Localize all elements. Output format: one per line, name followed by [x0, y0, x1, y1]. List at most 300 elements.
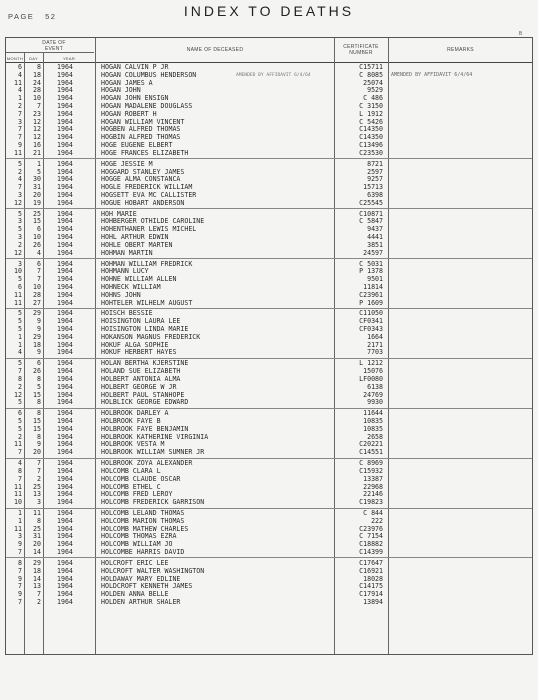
month-cell: 7 [18, 125, 22, 134]
day-cell: 4 [37, 248, 41, 257]
name-cell: HOHMAN MARTIN [101, 249, 153, 257]
day-cell: 9 [37, 317, 41, 326]
certificate-cell: 7703 [367, 348, 383, 357]
month-cell: 8 [18, 558, 22, 567]
year-cell: 1964 [57, 94, 73, 103]
name-cell: HOLCOMB FRED LEROY [101, 491, 173, 499]
death-record-row [6, 87, 532, 95]
year-cell: 1964 [57, 282, 73, 291]
year-cell: 1964 [57, 217, 73, 226]
certificate-cell: C 844 [363, 509, 383, 517]
name-cell: HOHL ARTHUR EDWIN [101, 234, 169, 241]
day-cell: 31 [33, 183, 41, 192]
death-record-row [6, 176, 532, 184]
day-cell: 6 [37, 225, 41, 234]
name-cell: HOLCOMB LELAND THOMAS [101, 510, 185, 517]
year-cell: 1964 [57, 382, 73, 391]
month-cell: 7 [18, 474, 22, 483]
day-cell: 12 [33, 125, 41, 134]
name-cell: HOLBROOK FAYE B [101, 418, 161, 425]
day-cell: 15 [33, 217, 41, 226]
month-cell: 7 [18, 566, 22, 575]
name-cell: HOLCOMB MARION THOMAS [101, 517, 185, 525]
certificate-cell: C20221 [359, 440, 383, 449]
group-divider [6, 158, 532, 159]
certificate-cell: 9529 [367, 86, 383, 95]
day-cell: 11 [33, 509, 41, 517]
month-cell: 7 [18, 548, 22, 556]
day-cell: 28 [33, 86, 41, 95]
certificate-cell: C 5031 [359, 259, 383, 268]
month-cell: 1 [18, 340, 22, 349]
year-cell: 1964 [57, 474, 73, 483]
month-cell: 2 [18, 240, 22, 249]
day-cell: 1 [37, 159, 41, 168]
month-cell: 1 [18, 516, 22, 525]
death-record-row [6, 484, 532, 492]
name-cell: HOLCROFT ERIC LEE [101, 559, 169, 567]
certificate-cell: 13894 [363, 597, 383, 606]
name-column-header: NAME OF DECEASED [186, 47, 244, 53]
certificate-cell: 15713 [363, 183, 383, 192]
death-record-row [6, 234, 532, 242]
year-cell: 1964 [57, 209, 73, 218]
certificate-cell: L 1912 [359, 109, 383, 118]
certificate-cell: LF0080 [359, 374, 383, 383]
year-column-header: YEAR [62, 56, 76, 61]
year-cell: 1964 [57, 374, 73, 383]
year-cell: 1964 [57, 440, 73, 449]
name-cell: HOHMAN WILLIAM FREDRICK [101, 260, 193, 268]
month-cell: 8 [18, 374, 22, 383]
year-cell: 1964 [57, 582, 73, 591]
name-cell: HOKUF ALGA SOPHIE [101, 341, 169, 349]
name-cell: HOLCOMB WILLIAM JO [101, 541, 173, 549]
certificate-cell: C10871 [359, 209, 383, 218]
name-cell: HOLAND SUE ELIZABETH [101, 368, 181, 376]
certificate-cell: 9437 [367, 225, 383, 234]
day-cell: 25 [33, 482, 41, 491]
month-cell: 5 [18, 424, 22, 433]
year-cell: 1964 [57, 424, 73, 433]
death-record-row [6, 418, 532, 426]
year-cell: 1964 [57, 190, 73, 199]
year-cell: 1964 [57, 290, 73, 299]
certificate-cell: 9930 [367, 398, 383, 407]
year-cell: 1964 [57, 175, 73, 184]
day-cell: 20 [33, 190, 41, 199]
certificate-cell: C14551 [359, 448, 383, 457]
certificate-cell: C14350 [359, 125, 383, 134]
year-cell: 1964 [57, 359, 73, 368]
month-column-header: MONTH [6, 56, 24, 61]
month-cell: 10 [14, 498, 22, 507]
certificate-cell: P 1609 [359, 298, 383, 307]
day-cell: 12 [33, 133, 41, 142]
certificate-cell: C 5426 [359, 117, 383, 126]
certificate-cell: C23976 [359, 524, 383, 533]
day-cell: 8 [37, 432, 41, 441]
month-cell: 11 [14, 78, 22, 87]
month-cell: 3 [18, 190, 22, 199]
month-cell: 11 [14, 298, 22, 307]
name-cell: HOGAN CALVIN P JR [101, 64, 169, 71]
certificate-cell: C11050 [359, 309, 383, 318]
certificate-cell: 24769 [363, 390, 383, 399]
name-cell: HOLDAWAY MARY EDLINE [101, 575, 181, 583]
index-ledger-table [5, 37, 533, 655]
day-cell: 8 [37, 63, 41, 71]
year-cell: 1964 [57, 183, 73, 192]
day-cell: 7 [37, 590, 41, 599]
name-cell: HOKANSON MAGNUS FREDERICK [101, 333, 201, 341]
death-record-row [6, 376, 532, 384]
name-cell: HOLBROOK VESTA M [101, 441, 165, 449]
death-record-row [6, 591, 532, 599]
certificate-cell: C15932 [359, 466, 383, 475]
name-cell: HOGE EUGENE ELBERT [101, 142, 173, 149]
year-cell: 1964 [57, 548, 73, 556]
group-divider [6, 458, 532, 459]
certificate-cell: 3851 [367, 240, 383, 249]
death-record-row [6, 392, 532, 400]
day-cell: 23 [33, 109, 41, 118]
name-cell: HOGGARD STANLEY JAMES [101, 168, 185, 176]
year-cell: 1964 [57, 259, 73, 268]
name-cell: HOLCOMB MATHEW CHARLES [101, 525, 189, 533]
day-cell: 9 [37, 348, 41, 357]
day-cell: 30 [33, 175, 41, 184]
name-cell: HOGAN COLUMBUS HENDERSON [101, 71, 197, 79]
month-cell: 4 [18, 175, 22, 184]
day-cell: 14 [33, 548, 41, 556]
group-divider [6, 358, 532, 359]
certificate-cell: 11644 [363, 409, 383, 418]
certificate-cell: C25545 [359, 198, 383, 207]
death-record-row [6, 103, 532, 111]
day-cell: 9 [37, 440, 41, 449]
day-cell: 2 [37, 597, 41, 606]
day-cell: 12 [33, 117, 41, 126]
day-cell: 5 [37, 382, 41, 391]
certificate-cell: 13387 [363, 474, 383, 483]
certificate-cell: C16921 [359, 566, 383, 575]
day-cell: 25 [33, 524, 41, 533]
certificate-cell: CF0343 [359, 325, 383, 333]
death-record-row [6, 384, 532, 392]
certificate-cell: 9257 [367, 175, 383, 184]
name-cell: HOHTELER WILHELM AUGUST [101, 299, 193, 307]
name-cell: HOGAN WILLIAM VINCENT [101, 118, 185, 126]
day-cell: 8 [37, 398, 41, 407]
year-cell: 1964 [57, 590, 73, 599]
group-divider [6, 508, 532, 509]
death-record-row [6, 410, 532, 418]
day-cell: 16 [33, 141, 41, 149]
certificate-cell: C14399 [359, 548, 383, 556]
certificate-cell: C 7154 [359, 532, 383, 541]
name-cell: HOLBROOK FAYE BENJAMIN [101, 425, 189, 433]
day-cell: 27 [33, 298, 41, 307]
certificate-cell: C14350 [359, 133, 383, 142]
month-cell: 5 [18, 209, 22, 218]
name-cell: HOLBROOK DARLEY A [101, 410, 169, 418]
month-cell: 9 [18, 141, 22, 149]
day-cell: 29 [33, 332, 41, 341]
month-cell: 4 [18, 86, 22, 95]
death-record-row [6, 276, 532, 284]
name-cell: HOHNS JOHN [101, 291, 141, 299]
month-cell: 5 [18, 417, 22, 425]
death-record-row [6, 460, 532, 468]
day-cell: 15 [33, 417, 41, 425]
certificate-cell: 22146 [363, 490, 383, 499]
name-cell: HOLCOMBE HARRIS DAVID [101, 549, 185, 556]
year-cell: 1964 [57, 233, 73, 241]
death-record-row [6, 95, 532, 103]
month-cell: 2 [18, 167, 22, 176]
name-cell: HOGBIN ALFRED THOMAS [101, 134, 181, 142]
certificate-cell: 2171 [367, 340, 383, 349]
name-cell: HOHNE WILLIAM ALLEN [101, 276, 177, 284]
year-cell: 1964 [57, 409, 73, 418]
year-cell: 1964 [57, 267, 73, 276]
month-cell: 7 [18, 183, 22, 192]
remarks-cell: AMENDED BY AFFIDAVIT 6/4/64 [391, 71, 473, 78]
death-record-row [6, 250, 532, 258]
amendment-overprint: AMENDED BY AFFIDAVIT 6/4/64 [236, 72, 311, 78]
certificate-cell: 18028 [363, 574, 383, 583]
group-divider [6, 208, 532, 209]
year-cell: 1964 [57, 298, 73, 307]
name-cell: HOHENTHANER LEWIS MICHEL [101, 226, 197, 234]
year-cell: 1964 [57, 109, 73, 118]
death-record-row [6, 426, 532, 434]
death-record-row [6, 599, 532, 607]
death-record-row [6, 226, 532, 234]
certificate-cell: 6138 [367, 382, 383, 391]
name-cell: HOGSETT EVA MC CALLISTER [101, 191, 197, 199]
certificate-cell: 6398 [367, 190, 383, 199]
name-cell: HOGE FRANCES ELIZABETH [101, 149, 189, 157]
day-cell: 24 [33, 78, 41, 87]
name-cell: HOGAN ROBERT H [101, 110, 157, 118]
year-cell: 1964 [57, 63, 73, 71]
death-record-row [6, 449, 532, 457]
name-cell: HOGUE HOBART ANDERSON [101, 199, 185, 207]
month-cell: 1 [18, 509, 22, 517]
month-cell: 5 [18, 359, 22, 368]
death-record-row [6, 192, 532, 200]
certificate-cell: C14175 [359, 582, 383, 591]
name-cell: HOLCOMB THOMAS EZRA [101, 533, 177, 541]
day-cell: 7 [37, 267, 41, 276]
year-cell: 1964 [57, 275, 73, 284]
year-cell: 1964 [57, 70, 73, 79]
death-record-row [6, 526, 532, 534]
day-cell: 7 [37, 466, 41, 475]
name-cell: HOISINGTON LINDA MARIE [101, 326, 189, 333]
death-record-row [6, 434, 532, 442]
certificate-cell: 1664 [367, 332, 383, 341]
death-record-row [6, 518, 532, 526]
month-cell: 6 [18, 282, 22, 291]
day-cell: 13 [33, 490, 41, 499]
year-cell: 1964 [57, 540, 73, 549]
year-cell: 1964 [57, 490, 73, 499]
name-cell: HOISINGTON LAURA LEE [101, 318, 181, 326]
day-cell: 13 [33, 582, 41, 591]
month-cell: 2 [18, 432, 22, 441]
day-cell: 15 [33, 390, 41, 399]
day-cell: 18 [33, 70, 41, 79]
name-cell: HOHBERGER OTHILDE CAROLINE [101, 218, 205, 226]
month-cell: 7 [18, 133, 22, 142]
death-record-row [6, 491, 532, 499]
year-cell: 1964 [57, 367, 73, 376]
death-record-row [6, 300, 532, 308]
year-cell: 1964 [57, 532, 73, 541]
day-cell: 14 [33, 574, 41, 583]
month-cell: 5 [18, 325, 22, 333]
month-cell: 7 [18, 367, 22, 376]
month-cell: 7 [18, 109, 22, 118]
month-cell: 4 [18, 348, 22, 357]
day-cell: 28 [33, 290, 41, 299]
month-cell: 9 [18, 574, 22, 583]
day-cell: 18 [33, 566, 41, 575]
year-cell: 1964 [57, 325, 73, 333]
month-cell: 1 [18, 332, 22, 341]
month-cell: 6 [18, 409, 22, 418]
death-record-row [6, 360, 532, 368]
day-cell: 8 [37, 516, 41, 525]
month-cell: 11 [14, 440, 22, 449]
name-cell: HOH MARIE [101, 210, 137, 218]
death-record-row [6, 161, 532, 169]
death-record-row [6, 142, 532, 150]
year-cell: 1964 [57, 516, 73, 525]
month-cell: 5 [18, 317, 22, 326]
name-cell: HOKUF HERBERT HAYES [101, 349, 177, 357]
month-cell: 2 [18, 102, 22, 110]
day-cell: 19 [33, 198, 41, 207]
death-record-row [6, 184, 532, 192]
name-cell: HOGGE ALMA CONSTANCA [101, 176, 181, 184]
day-cell: 7 [37, 459, 41, 468]
page-number: 52 [45, 12, 57, 21]
month-cell: 12 [14, 198, 22, 207]
certificate-cell: C18882 [359, 540, 383, 549]
month-cell: 6 [18, 63, 22, 71]
month-cell: 9 [18, 590, 22, 599]
certificate-cell: C 8085 [359, 70, 383, 79]
month-cell: 11 [14, 148, 22, 157]
death-record-row [6, 284, 532, 292]
month-cell: 5 [18, 398, 22, 407]
name-cell: HOLCOMB FREDERICK GARRISON [101, 499, 205, 507]
year-cell: 1964 [57, 148, 73, 157]
certificate-cell: 8721 [367, 159, 383, 168]
entry-rows [6, 63, 532, 653]
name-cell: HOISCH BESSIE [101, 310, 153, 318]
death-record-row [6, 318, 532, 326]
page-label-text: PAGE [8, 12, 35, 21]
certificate-cell: C 486 [363, 94, 383, 103]
certificate-cell: 2658 [367, 432, 383, 441]
death-record-row [6, 368, 532, 376]
certificate-cell: CF0341 [359, 317, 383, 326]
month-cell: 12 [14, 248, 22, 257]
death-record-row [6, 119, 532, 127]
name-cell: HOLDEN ANNA BELLE [101, 591, 169, 599]
year-cell: 1964 [57, 524, 73, 533]
year-cell: 1964 [57, 432, 73, 441]
death-record-row [6, 476, 532, 484]
day-cell: 6 [37, 259, 41, 268]
day-cell: 6 [37, 359, 41, 368]
certificate-cell: C17914 [359, 590, 383, 599]
death-record-row [6, 261, 532, 269]
day-cell: 25 [33, 209, 41, 218]
death-record-row [6, 342, 532, 350]
name-cell: HOLDEN ARTHUR SHALER [101, 598, 181, 606]
death-record-row [6, 310, 532, 318]
death-record-row [6, 560, 532, 568]
year-cell: 1964 [57, 398, 73, 407]
death-record-row [6, 292, 532, 300]
year-cell: 1964 [57, 78, 73, 87]
year-cell: 1964 [57, 248, 73, 257]
death-record-row [6, 64, 532, 72]
death-record-row [6, 72, 532, 80]
day-cell: 29 [33, 309, 41, 318]
certificate-cell: C15711 [359, 63, 383, 71]
day-cell: 10 [33, 94, 41, 103]
year-cell: 1964 [57, 332, 73, 341]
month-cell: 4 [18, 70, 22, 79]
month-cell: 5 [18, 275, 22, 284]
month-cell: 7 [18, 597, 22, 606]
certificate-cell: 25074 [363, 78, 383, 87]
name-cell: HOLBERT GEORGE W JR [101, 383, 177, 391]
name-cell: HOLBROOK ZOYA ALEXANDER [101, 460, 193, 468]
day-cell: 15 [33, 424, 41, 433]
year-cell: 1964 [57, 167, 73, 176]
year-cell: 1964 [57, 574, 73, 583]
certificate-cell: 10835 [363, 424, 383, 433]
certificate-cell: C 8969 [359, 459, 383, 468]
year-cell: 1964 [57, 125, 73, 134]
day-cell: 26 [33, 367, 41, 376]
name-cell: HOHNECK WILLIAM [101, 283, 161, 291]
year-cell: 1964 [57, 117, 73, 126]
name-cell: HOLBROOK KATHERINE VIRGINIA [101, 433, 209, 441]
month-cell: 2 [18, 382, 22, 391]
year-cell: 1964 [57, 459, 73, 468]
death-record-row [6, 200, 532, 208]
name-cell: HOLBROOK WILLIAM SUMNER JR [101, 449, 205, 457]
name-cell: HOGAN JOHN ENSIGN [101, 95, 169, 103]
month-cell: 5 [18, 309, 22, 318]
name-cell: HOGAN JOHN [101, 87, 141, 95]
certificate-cell: C23961 [359, 290, 383, 299]
year-cell: 1964 [57, 317, 73, 326]
death-record-row [6, 134, 532, 142]
day-cell: 7 [37, 102, 41, 110]
year-cell: 1964 [57, 198, 73, 207]
death-record-row [6, 326, 532, 334]
